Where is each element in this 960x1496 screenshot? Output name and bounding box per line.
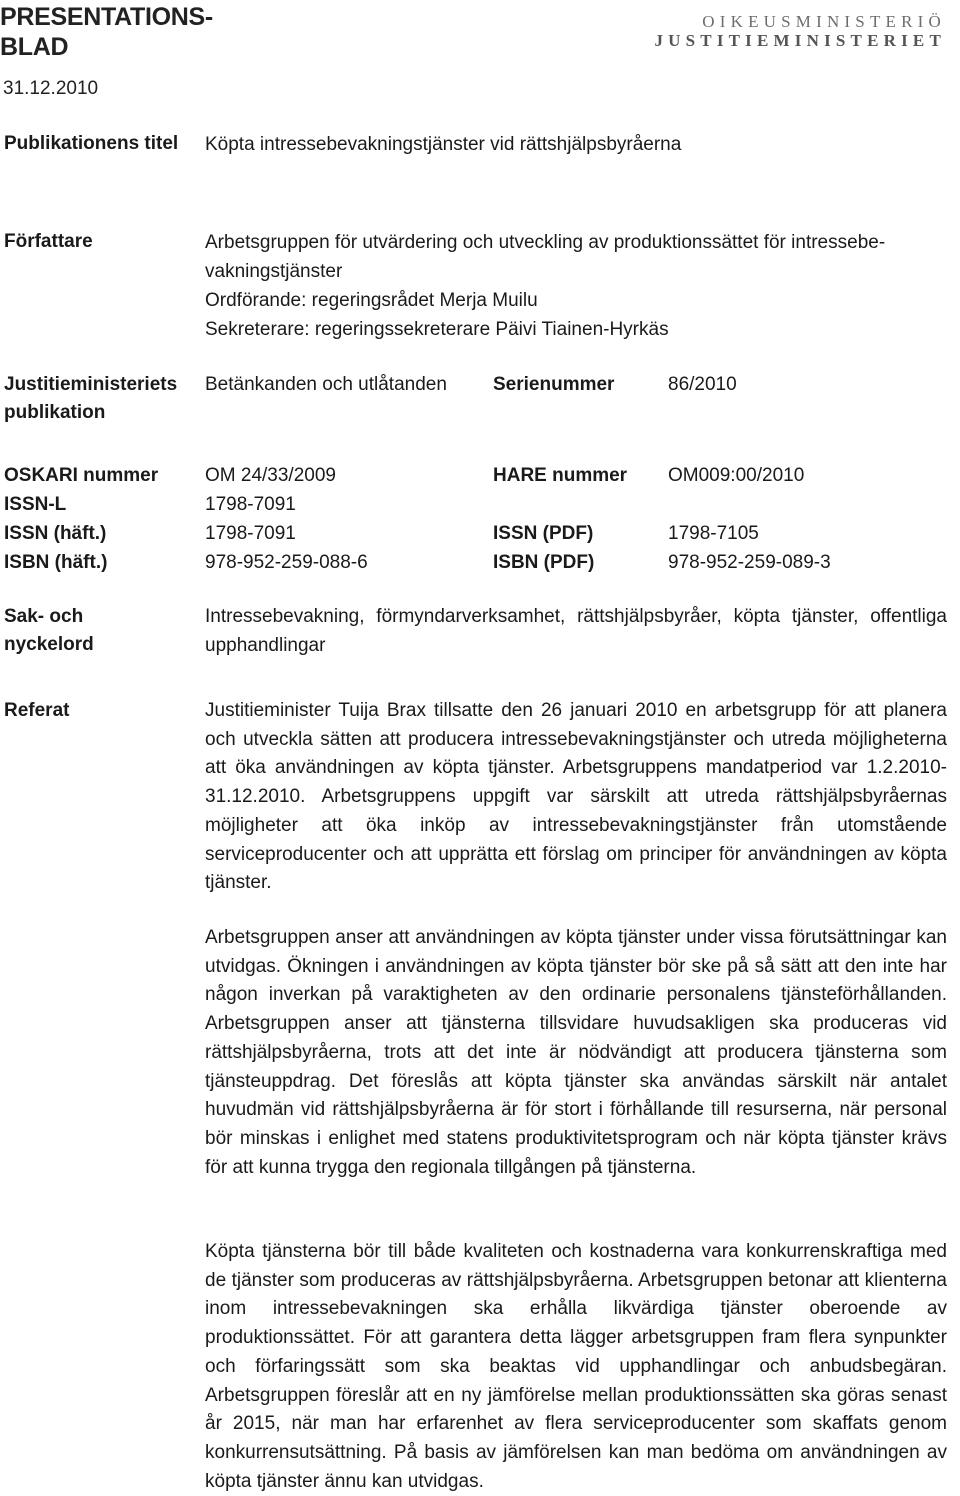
publication-series: Betänkanden och utlåtanden — [205, 374, 447, 395]
publication-date: 31.12.2010 — [3, 78, 99, 99]
authors-value — [205, 228, 885, 344]
isbn-print-label: ISBN (häft.) — [4, 552, 108, 573]
authors-label: Författare — [4, 231, 93, 252]
document-type-line-1: PRESENTATIONS- — [0, 3, 213, 31]
authors-line: Arbetsgruppen för utvärdering och utveckling av produktionssättet för intressebe- — [205, 232, 886, 253]
hare-label: HARE nummer — [493, 465, 628, 486]
isbn-print-value: 978-952-259-088-6 — [205, 552, 368, 573]
title-label: Publikationens titel — [4, 133, 179, 154]
issn-print-value: 1798-7091 — [205, 523, 296, 544]
authors-line: Ordförande: regeringsrådet Merja Muilu — [205, 290, 538, 311]
abstract-paragraph: Arbetsgruppen anser att användningen av köpta tjänster under vissa förutsättningar kan utvidgas. Ökningen i användningen av köpta tjänster bör ske på så sätt att den inte har någon inverkan på varaktigheten av den ordinarie personalens tjänsteförhållanden. Arbetsgruppen anser att tjänsterna tillsvidare huvudsakligen ska produceras vid rättshjälpsbyråerna, trots att det inte är nödvändigt att producera tjänsterna som tjänsteuppdrag. Det föreslås att köpta tjänster ska användas särskilt när antalet huvudmän vid rättshjälpsbyråerna är för stort i förhållande till resurserna, när personal bör minskas i enlighet med statens produktivitetsprogram och när köpta tjänster krävs för att kunna trygga den regionala tillgången på tjänsterna. — [205, 927, 947, 1178]
publication-label: Justitieministeriets publikation — [4, 374, 178, 423]
oskari-label: OSKARI nummer — [4, 465, 159, 486]
document-type-heading — [0, 2, 213, 62]
ministry-name-swedish: JUSTITIEMINISTERIET — [654, 31, 946, 50]
authors-line: vakningstjänster — [205, 261, 343, 282]
keywords-value: Intressebevakning, förmyndarverksamhet, rättshjälpsbyråer, köpta tjänster, offentliga upphandlingar — [205, 606, 947, 656]
isbn-pdf-label: ISBN (PDF) — [493, 552, 595, 573]
keywords-label: Sak- och nyckelord — [4, 606, 94, 655]
isbn-pdf-value: 978-952-259-089-3 — [668, 552, 831, 573]
oskari-value: OM 24/33/2009 — [205, 465, 336, 486]
abstract-paragraph: Justitieminister Tuija Brax tillsatte den 26 januari 2010 en arbetsgrupp för att planera och utveckla sätten att producera intressebevakningstjänster och utreda möjligheterna att öka användningen av köpta tjänster. Arbetsgruppens mandatperiod var 1.2.2010-31.12.2010. Arbetsgruppens uppgift var särskilt att utreda rättshjälpsbyråernas möjligheter att öka inköp av intressebevakningstjänster från utomstående serviceproducenter och att upprätta ett förslag om principer för användningen av köpta tjänster. — [205, 700, 947, 894]
issn-pdf-label: ISSN (PDF) — [493, 523, 594, 544]
ministry-logo — [654, 12, 946, 50]
abstract-paragraph: Köpta tjänsterna bör till både kvaliteten och kostnaderna vara konkurrenskraftiga med de tjänster som produceras av rättshjälpsbyråerna. Arbetsgruppen betonar att klienterna inom intressebevakningen ska erhålla likvärdiga tjänster oberoende av produktionssättet. För att garantera detta lägger arbetsgruppen fram flera synpunkter och förfaringssätt som ska beaktas vid upphandlingar och anbudsbegäran. Arbetsgruppen föreslår att en ny jämförelse mellan produktionssätten ska göras senast år 2015, när man har erfarenhet av flera serviceproducenter som skaffats genom konkurrensutsättning. På basis av jämförelsen kan man bedöma om användningen av köpta tjänster ännu kan utvidgas. — [205, 1241, 947, 1492]
series-number-value: 86/2010 — [668, 374, 737, 395]
issn-print-label: ISSN (häft.) — [4, 523, 107, 544]
series-number-label: Serienummer — [493, 374, 615, 395]
title-value: Köpta intressebevakningstjänster vid rättshjälpsbyråerna — [205, 134, 682, 155]
ministry-name-finnish: OIKEUSMINISTERIÖ — [702, 12, 946, 31]
hare-value: OM009:00/2010 — [668, 465, 805, 486]
issn-l-value: 1798-7091 — [205, 494, 296, 515]
authors-line: Sekreterare: regeringssekreterare Päivi Tiainen-Hyrkäs — [205, 319, 669, 340]
issn-pdf-value: 1798-7105 — [668, 523, 759, 544]
document-type-line-2: BLAD — [0, 33, 69, 61]
abstract-label: Referat — [4, 700, 70, 721]
issn-l-label: ISSN-L — [4, 494, 67, 515]
